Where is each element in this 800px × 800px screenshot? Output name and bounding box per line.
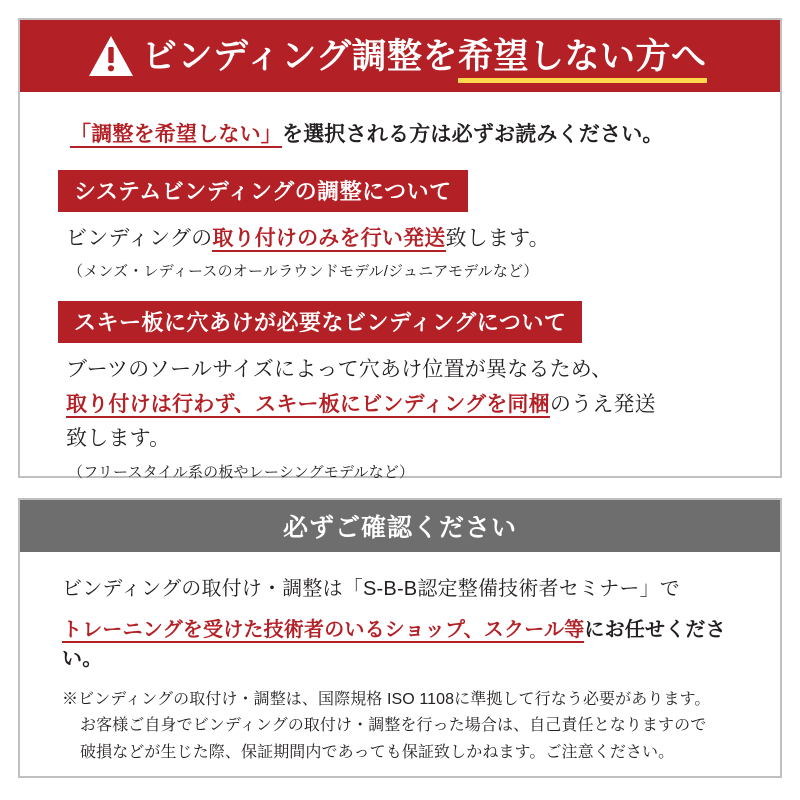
banner-title-plain: ビンディング調整を [142,36,459,76]
section-1-body-emphasis: 取り付けのみを行い発送 [212,227,446,250]
section-2-heading: スキー板に穴あけが必要なビンディングについて [58,301,582,343]
fine-print [62,687,754,766]
confirmation-line-2-emphasis: トレーニングを受けた技術者のいるショップ、スクール等 [62,619,585,641]
card-body [20,92,780,492]
confirmation-body [20,552,780,766]
confirmation-line-2 [62,613,754,671]
banner-title-highlight: 希望しない方へ [458,37,707,83]
confirmation-banner-title: 必ずご確認ください [282,514,517,542]
confirmation-card [18,498,782,778]
section-2-line-2 [66,390,752,420]
section-2-line-2-emphasis: 取り付けは行わず、スキー板にビンディングを同梱 [66,392,550,416]
binding-adjustment-card [18,18,782,481]
lead-rest: を選択される方は必ずお読みください。 [282,123,664,146]
section-1-note: （メンズ・レディースのオールラウンドモデル/ジュニアモデルなど） [68,263,539,281]
fine-print-line-2: お客様ご自身でビンディングの取付け・調整を行った場合は、自己責任となりますので [80,717,707,735]
section-1-body-post: 致します。 [445,227,550,250]
section-2-line-2-post: のうえ発送 [549,392,656,416]
section-1-heading: システムビンディングの調整について [58,170,468,212]
section-2-line-1: ブーツのソールサイズによって穴あけ位置が異なるため、 [66,358,613,382]
lead-paragraph [70,118,752,148]
card-header-banner [20,20,780,92]
confirmation-line-1: ビンディングの取付け・調整は「S-B-B認定整備技術者セミナー」で [62,578,680,600]
fine-print-line-3: 破損などが生じた際、保証期間内であっても保証致しかねます。ご注意ください。 [80,743,675,761]
confirmation-line-2-post: にお任せください。 [62,619,726,670]
lead-emphasis: 「調整を希望しない」 [70,123,282,146]
banner-title [142,36,707,76]
warning-triangle-icon [88,35,134,77]
section-2-note: （フリースタイル系の板やレーシングモデルなど） [68,463,415,481]
section-2-line-3: 致します。 [66,427,171,451]
section-1-body-pre: ビンディングの [66,227,213,250]
confirmation-banner [20,500,780,552]
section-1-body [66,224,752,254]
fine-print-line-1: ※ビンディングの取付け・調整は、国際規格 ISO 1108に準拠して行なう必要があります。 [62,691,711,708]
